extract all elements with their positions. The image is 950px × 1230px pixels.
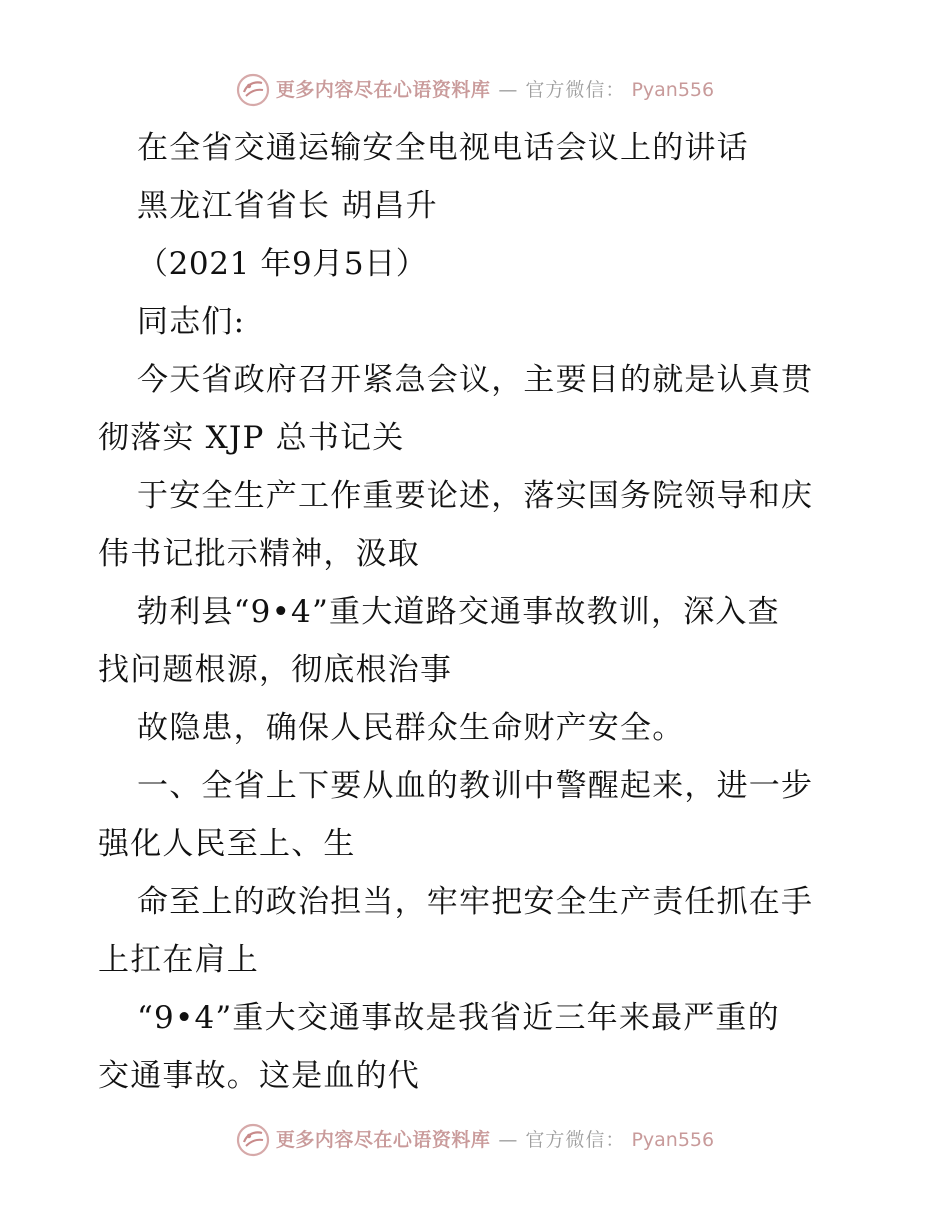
- salutation: 同志们:: [137, 304, 246, 340]
- body-line: 今天省政府召开紧急会议，主要目的就是认真贯: [137, 362, 814, 398]
- body-line: 找问题根源，彻底根治事: [98, 652, 453, 688]
- body-line: 命至上的政治担当，牢牢把安全生产责任抓在手: [137, 884, 814, 920]
- speaker-line: 黑龙江省省长 胡昌升: [137, 188, 438, 224]
- body-line: 故隐患，确保人民群众生命财产安全。: [137, 710, 685, 746]
- watermark-wechat-label: 官方微信：: [525, 78, 626, 101]
- date-line: （2021 年9月5日）: [137, 246, 428, 282]
- body-line: 交通事故。这是血的代: [98, 1058, 420, 1094]
- section-heading: 强化人民至上、生: [98, 826, 356, 862]
- speech-title: 在全省交通运输安全电视电话会议上的讲话: [137, 130, 749, 166]
- body-line: 于安全生产工作重要论述，落实国务院领导和庆: [137, 478, 814, 514]
- watermark-dash: —: [498, 1128, 518, 1151]
- watermark-wechat-id: Pyan556: [631, 78, 715, 101]
- watermark-wechat-label: 官方微信：: [525, 1128, 626, 1151]
- watermark-main-text: 更多内容尽在心语资料库: [275, 1128, 491, 1151]
- section-heading: 一、全省上下要从血的教训中警醒起来，进一步: [137, 768, 814, 804]
- footer-watermark: [0, 1120, 950, 1160]
- logo-icon: [236, 73, 270, 107]
- logo-icon: [236, 1123, 270, 1157]
- body-line: 伟书记批示精神，汲取: [98, 536, 420, 572]
- body-line: 彻落实 XJP 总书记关: [98, 420, 405, 456]
- body-line: “9•4”重大交通事故是我省近三年来最严重的: [137, 1000, 780, 1036]
- watermark-wechat-id: Pyan556: [631, 1128, 715, 1151]
- header-watermark: [0, 70, 950, 110]
- watermark-main-text: 更多内容尽在心语资料库: [275, 78, 491, 101]
- watermark-dash: —: [498, 78, 518, 101]
- body-line: 上扛在肩上: [98, 942, 259, 978]
- body-line: 勃利县“9•4”重大道路交通事故教训，深入查: [137, 594, 780, 630]
